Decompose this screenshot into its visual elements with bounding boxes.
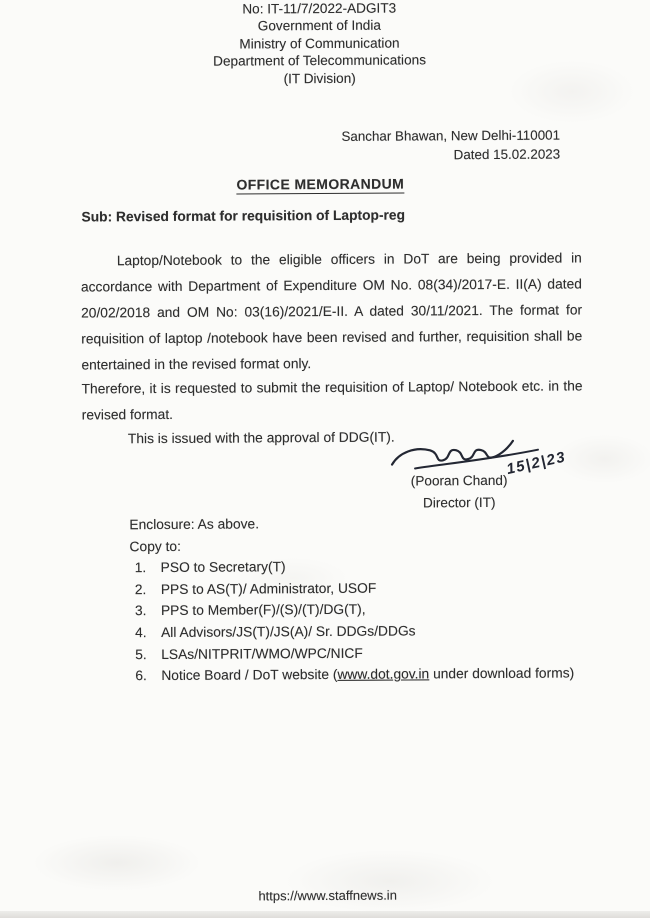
list-item-text-prefix: Notice Board / DoT website (	[161, 667, 338, 684]
list-item	[135, 554, 595, 578]
signatory-designation: Director (IT)	[422, 494, 496, 511]
date-line: Dated 15.02.2023	[453, 146, 561, 162]
list-item	[135, 576, 595, 600]
enclosure-line: Enclosure: As above.	[129, 516, 260, 533]
body-paragraph-2: Therefore, it is requested to submit the requisition of Laptop/ Notebook etc. in the revised format.	[81, 378, 583, 423]
list-item-text	[161, 666, 574, 684]
place-date-block	[338, 127, 560, 165]
letterhead	[0, 0, 642, 89]
dot-website-link[interactable]: www.dot.gov.in	[337, 666, 430, 683]
list-item-number: 1.	[134, 560, 147, 576]
signatory-name: (Pooran Chand)	[410, 472, 508, 489]
list-item-text-suffix: under download forms)	[429, 665, 575, 682]
body-paragraph-1: Laptop/Notebook to the eligible officers in DoT are being provided in accordance with Department of Expenditure OM No. 08(34)/2017-E. II(A) dated 20/02/2018 and OM No: 03(16)/2021/E-II. A dated 30/11/2021. The format for requisition of laptop /notebook have been revised and further, requisition shall be entertained in the revised format only.	[80, 250, 583, 373]
subject-line: Sub: Revised format for requisition of Laptop-reg	[81, 207, 406, 225]
memo-heading: OFFICE MEMORANDUM	[236, 175, 405, 193]
org-line-division: (IT Division)	[283, 70, 356, 86]
list-item-text: LSAs/NITPRIT/WMO/WPC/NICF	[161, 645, 363, 662]
list-item-text: PSO to Secretary(T)	[160, 559, 286, 576]
list-item-text: PPS to AS(T)/ Administrator, USOF	[160, 580, 377, 597]
list-item-number: 3.	[134, 603, 147, 619]
list-item	[135, 662, 595, 686]
list-item-text: PPS to Member(F)/(S)/(T)/DG(T),	[160, 602, 366, 619]
list-item-number: 2.	[134, 581, 147, 598]
approval-line: This is issued with the approval of DDG(IT).	[127, 429, 395, 447]
list-item-number: 5.	[135, 646, 147, 662]
copy-to-list	[135, 554, 596, 686]
org-line-ministry: Ministry of Communication	[239, 35, 400, 52]
list-item-text: All Advisors/JS(T)/JS(A)/ Sr. DDGs/DDGs	[161, 623, 416, 641]
list-item-number: 4.	[135, 625, 147, 641]
signature-handwritten-date: 15|2|23	[504, 448, 568, 478]
reference-number: No: IT-11/7/2022-ADGIT3	[242, 0, 397, 17]
list-item	[135, 641, 595, 665]
memo-heading-wrap	[0, 174, 642, 196]
list-item-number: 6.	[135, 668, 147, 684]
org-line-government: Government of India	[257, 18, 381, 34]
org-line-department: Department of Telecommunications	[213, 52, 427, 69]
list-item	[135, 619, 595, 643]
place-line: Sanchar Bhawan, New Delhi-110001	[341, 127, 561, 144]
watermark-url: https://www.staffnews.in	[258, 887, 397, 904]
list-item	[135, 598, 595, 622]
copy-to-label: Copy to:	[129, 538, 181, 555]
